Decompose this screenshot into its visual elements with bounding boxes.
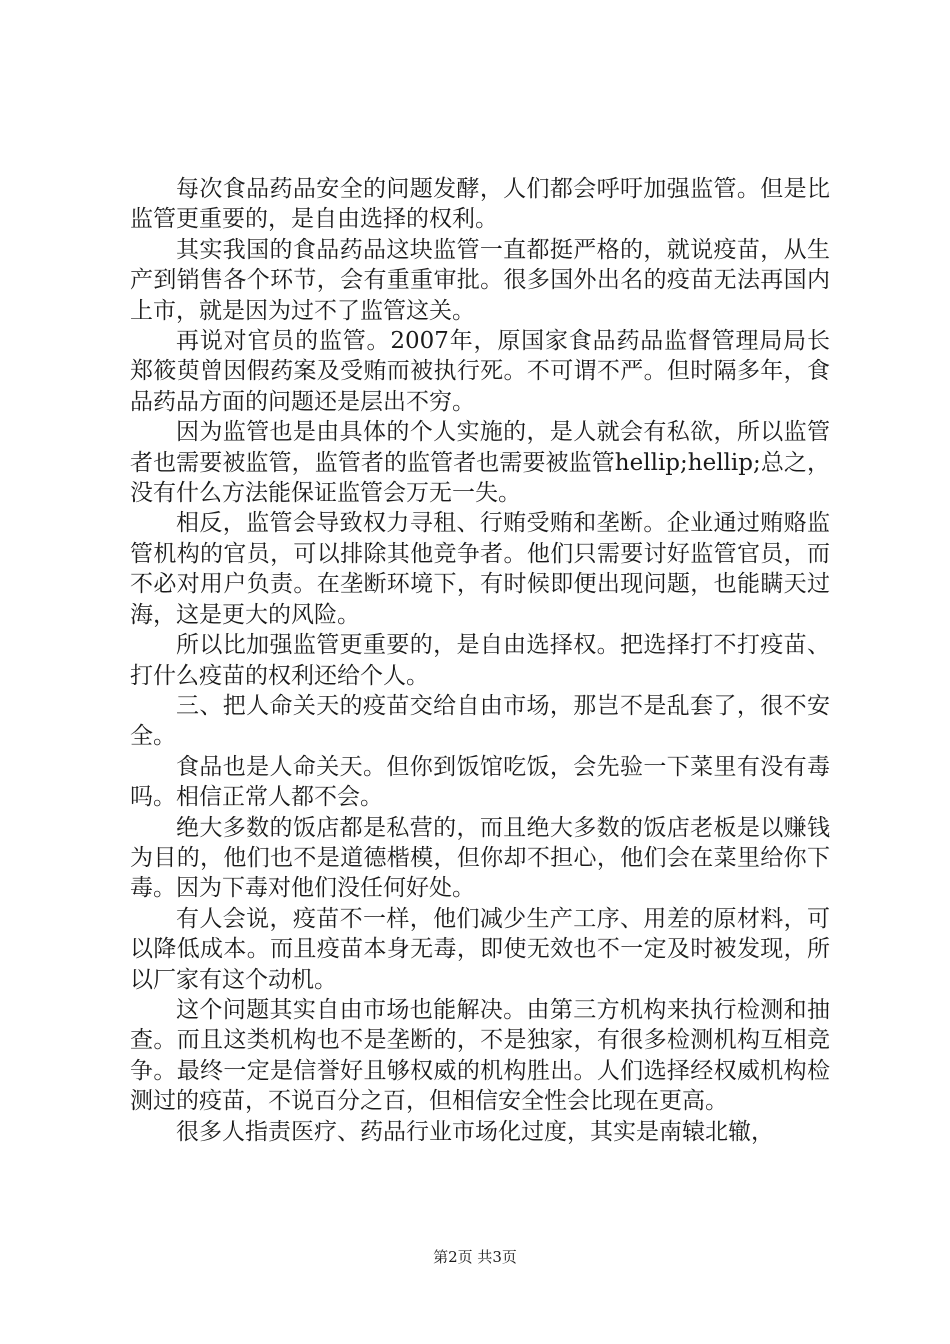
paragraph: 食品也是人命关天。但你到饭馆吃饭，会先验一下菜里有没有毒吗。相信正常人都不会。 <box>130 753 830 811</box>
paragraph: 每次食品药品安全的问题发酵，人们都会呼吁加强监管。但是比监管更重要的，是自由选择的权利。 <box>130 176 830 233</box>
paragraph: 所以比加强监管更重要的，是自由选择权。把选择打不打疫苗、打什么疫苗的权利还给个人。 <box>130 632 830 689</box>
paragraph: 三、把人命关天的疫苗交给自由市场，那岂不是乱套了，很不安全。 <box>130 692 830 750</box>
paragraph: 因为监管也是由具体的个人实施的，是人就会有私欲，所以监管者也需要被监管，监管者的监管者也需要被监管hellip;hellip;总之，没有什么方法能保证监管会万无一失。 <box>130 419 830 507</box>
page-number: 第2页 共3页 <box>433 1248 517 1266</box>
paragraph: 其实我国的食品药品这块监管一直都挺严格的，就说疫苗，从生产到销售各个环节，会有重重审批。很多国外出名的疫苗无法再国内上市，就是因为过不了监管这关。 <box>130 236 830 324</box>
paragraph: 绝大多数的饭店都是私营的，而且绝大多数的饭店老板是以赚钱为目的，他们也不是道德楷模，但你却不担心，他们会在菜里给你下毒。因为下毒对他们没任何好处。 <box>130 814 830 902</box>
paragraph: 再说对官员的监管。2007年，原国家食品药品监督管理局局长郑筱萸曾因假药案及受贿而被执行死。不可谓不严。但时隔多年，食品药品方面的问题还是层出不穷。 <box>130 328 830 415</box>
page-footer <box>0 1246 950 1267</box>
paragraph: 有人会说，疫苗不一样，他们减少生产工序、用差的原材料，可以降低成本。而且疫苗本身无毒，即使无效也不一定及时被发现，所以厂家有这个动机。 <box>130 905 830 993</box>
paragraph: 相反，监管会导致权力寻租、行贿受贿和垄断。企业通过贿赂监管机构的官员，可以排除其他竞争者。他们只需要讨好监管官员，而不必对用户负责。在垄断环境下，有时候即便出现问题，也能瞒天过海，这是更大的风险。 <box>130 510 830 628</box>
paragraph: 这个问题其实自由市场也能解决。由第三方机构来执行检测和抽查。而且这类机构也不是垄断的，不是独家，有很多检测机构互相竞争。最终一定是信誉好且够权威的机构胜出。人们选择经权威机构检测过的疫苗，不说百分之百，但相信安全性会比现在更高。 <box>130 996 830 1115</box>
document-body <box>130 174 830 1147</box>
paragraph: 很多人指责医疗、药品行业市场化过度，其实是南辕北辙， <box>176 1118 774 1145</box>
